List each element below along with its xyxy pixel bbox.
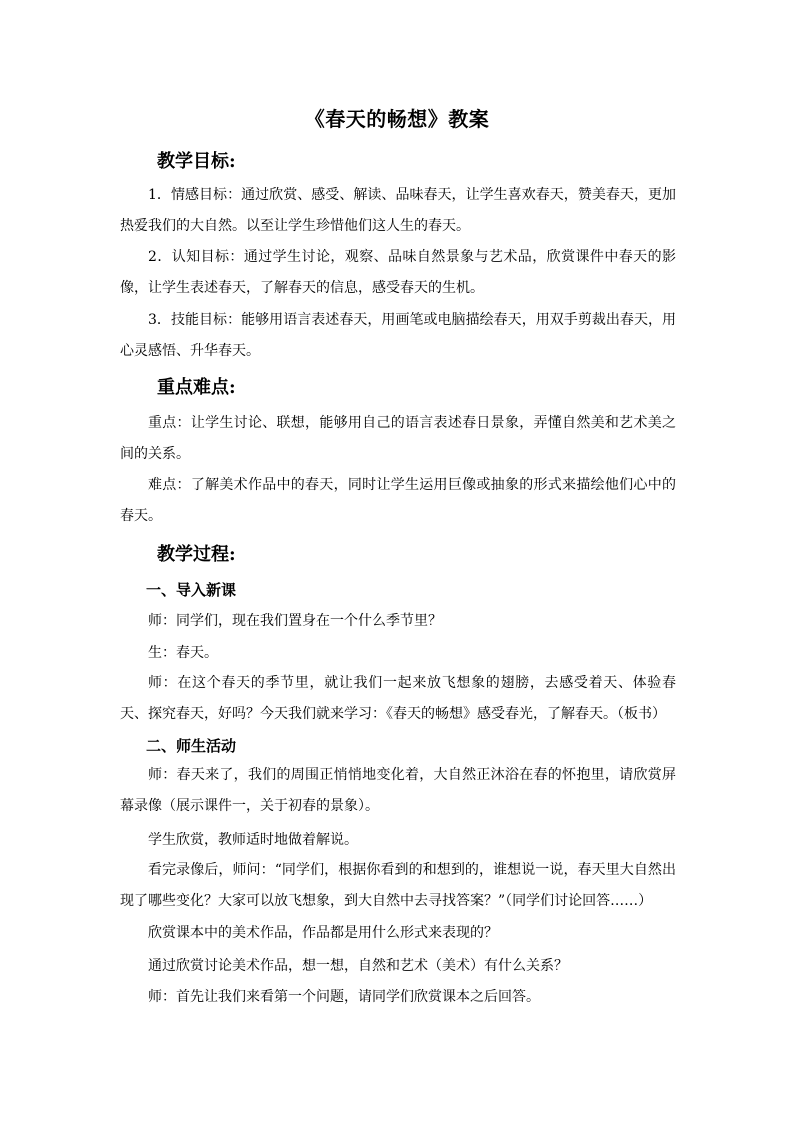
objectives-heading: 教学目标: <box>157 151 236 172</box>
keypoints-heading: 重点难点: <box>157 377 236 398</box>
difficulty-text: 难点：了解美术作品中的春天，同时让学生运用巨像或抽象的形式来描绘他们心中的春天。 <box>120 477 676 524</box>
part2-line-3: 看完录像后，师问：“同学们，根据你看到的和想到的，谁想说一说，春天里大自然出现了哪些变化？大家可以放飞想象，到大自然中去寻找答案？”（同学们讨论回答……） <box>120 862 676 909</box>
part1-heading: 一、导入新课 <box>146 581 237 599</box>
part2-line-6: 师：首先让我们来看第一个问题，请同学们欣赏课本之后回答。 <box>148 989 540 1005</box>
document-title: 《春天的畅想》教案 <box>304 107 490 131</box>
part2-heading: 二、师生活动 <box>146 737 237 755</box>
process-heading: 教学过程: <box>157 544 236 565</box>
part1-line-3: 师：在这个春天的季节里，就让我们一起来放飞想象的翅膀，去感受着天、体验春天、探究春天，好吗？今天我们就来学习：《春天的畅想》感受春光，了解春天。（板书） <box>120 675 676 722</box>
part2-line-4: 欣赏课本中的美术作品，作品都是用什么形式来表现的？ <box>148 925 498 941</box>
part1-line-2: 生：春天。 <box>148 645 218 661</box>
objective-1: 1．情感目标：通过欣赏、感受、解读、品味春天，让学生喜欢春天，赞美春天，更加热爱我们的大自然。以至让学生珍惜他们这人生的春天。 <box>120 187 676 234</box>
part2-line-5: 通过欣赏讨论美术作品，想一想，自然和艺术（美术）有什么关系？ <box>148 958 568 974</box>
keypoint-text: 重点：让学生讨论、联想，能够用自己的语言表述春日景象，弄懂自然美和艺术美之间的关系。 <box>120 415 676 462</box>
part1-line-1: 师：同学们，现在我们置身在一个什么季节里？ <box>148 613 442 629</box>
objective-3: 3．技能目标：能够用语言表述春天，用画笔或电脑描绘春天，用双手剪裁出春天，用心灵感悟、升华春天。 <box>120 312 676 359</box>
part2-line-2: 学生欣赏，教师适时地做着解说。 <box>148 832 358 848</box>
objective-2: 2．认知目标：通过学生讨论，观察、品味自然景象与艺术品，欣赏课件中春天的影像，让学生表述春天，了解春天的信息，感受春天的生机。 <box>120 249 676 296</box>
part2-line-1: 师：春天来了，我们的周围正悄悄地变化着，大自然正沐浴在春的怀抱里，请欣赏屏幕录像（展示课件一，关于初春的景象）。 <box>120 767 676 814</box>
